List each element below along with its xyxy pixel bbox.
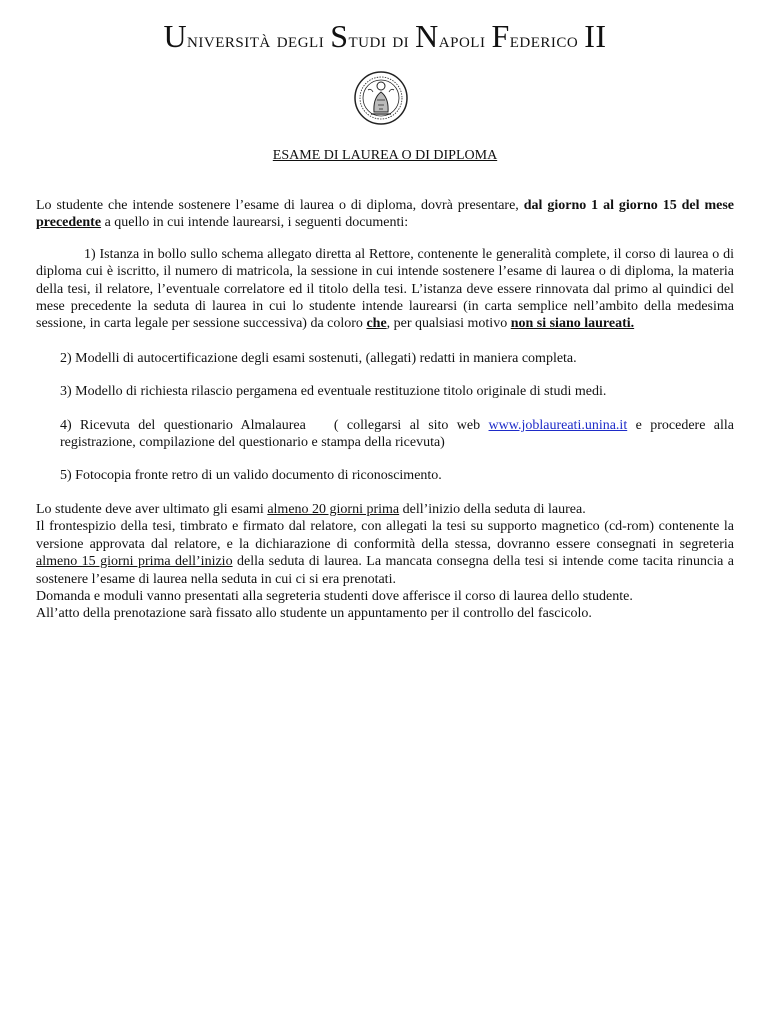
- requirement-item-4: 4) Ricevuta del questionario Almalaurea ( collegarsi al sito web www.joblaureati.unina.it e procedere alla registrazione, compilazione del questionario e stampa della ricevuta): [60, 417, 735, 451]
- header-word-federico: ederico: [509, 27, 579, 52]
- requirement-item-5: 5) Fotocopia fronte retro di un valido documento di riconoscimento.: [60, 468, 442, 484]
- requirement-item-1: 1) Istanza in bollo sullo schema allegato diretta al Rettore, contenente le generalità complete, il corso di laurea o di diploma cui è iscritto, il numero di matricola, la sessione in cui intende sostenere l’esame di laurea o di diploma, la materia della tesi, il relatore, l’eventuale correlatore ed il titolo della tesi. L’istanza deve essere rinnovata dal primo al quindici del mese precedente la seduta di laurea in cui lo studente intende laurearsi (in carta semplice nell’ambito della medesima sessione, in carta legale per sessione successiva) da coloro che, per qualsiasi motivo non si siano laureati.: [36, 246, 734, 332]
- header-word-degli: degli: [276, 27, 325, 52]
- intro-paragraph: Lo studente che intende sostenere l’esame di laurea o di diploma, dovrà presentare, dal giorno 1 al giorno 15 del mese precedente a quello in cui intende laurearsi, i seguenti documenti:: [36, 198, 734, 231]
- header-initial-u: U: [163, 18, 188, 54]
- requirement-item-2: 2) Modelli di autocertificazione degli esami sostenuti, (allegati) redatti in maniera completa.: [60, 350, 577, 366]
- header-word-napoli: apoli: [438, 27, 486, 52]
- closing-paragraph-3: Domanda e moduli vanno presentati alla segreteria studenti dove afferisce il corso di laurea dello studente.: [36, 588, 633, 604]
- almalaurea-link[interactable]: www.joblaureati.unina.it: [488, 417, 628, 433]
- closing-paragraph-1: Lo studente deve aver ultimato gli esami almeno 20 giorni prima dell’inizio della seduta di laurea.: [36, 501, 586, 517]
- university-seal-icon: [353, 70, 409, 126]
- header-initial-n: N: [415, 18, 439, 54]
- document-body: [36, 197, 734, 623]
- requirement-item-3: 3) Modello di richiesta rilascio pergamena ed eventuale restituzione titolo originale di studi medi.: [60, 384, 607, 400]
- header-initial-f: F: [491, 18, 510, 54]
- university-header: [0, 18, 770, 55]
- header-initial-s: S: [330, 18, 349, 54]
- document-title: ESAME DI LAUREA O DI DIPLOMA: [272, 148, 498, 163]
- header-word-di: di: [392, 27, 410, 52]
- header-word-studi: tudi: [348, 27, 387, 52]
- closing-paragraph-4: All’atto della prenotazione sarà fissato allo studente un appuntamento per il controllo del fascicolo.: [36, 606, 592, 622]
- header-numeral-ii: II: [584, 18, 607, 54]
- closing-paragraph-2: Il frontespizio della tesi, timbrato e firmato dal relatore, con allegati la tesi su supporto magnetico (cd-rom) contenente la versione approvata dal relatore, e la dichiarazione di conformità della stessa, dovranno essere consegnati in segreteria almeno 15 giorni prima dell’inizio della seduta di laurea. La mancata consegna della tesi si intende come tacita rinuncia a sostenere l’esame di laurea nella seduta in cui ci si era prenotati.: [36, 519, 735, 587]
- header-word-universita: niversità: [187, 27, 271, 52]
